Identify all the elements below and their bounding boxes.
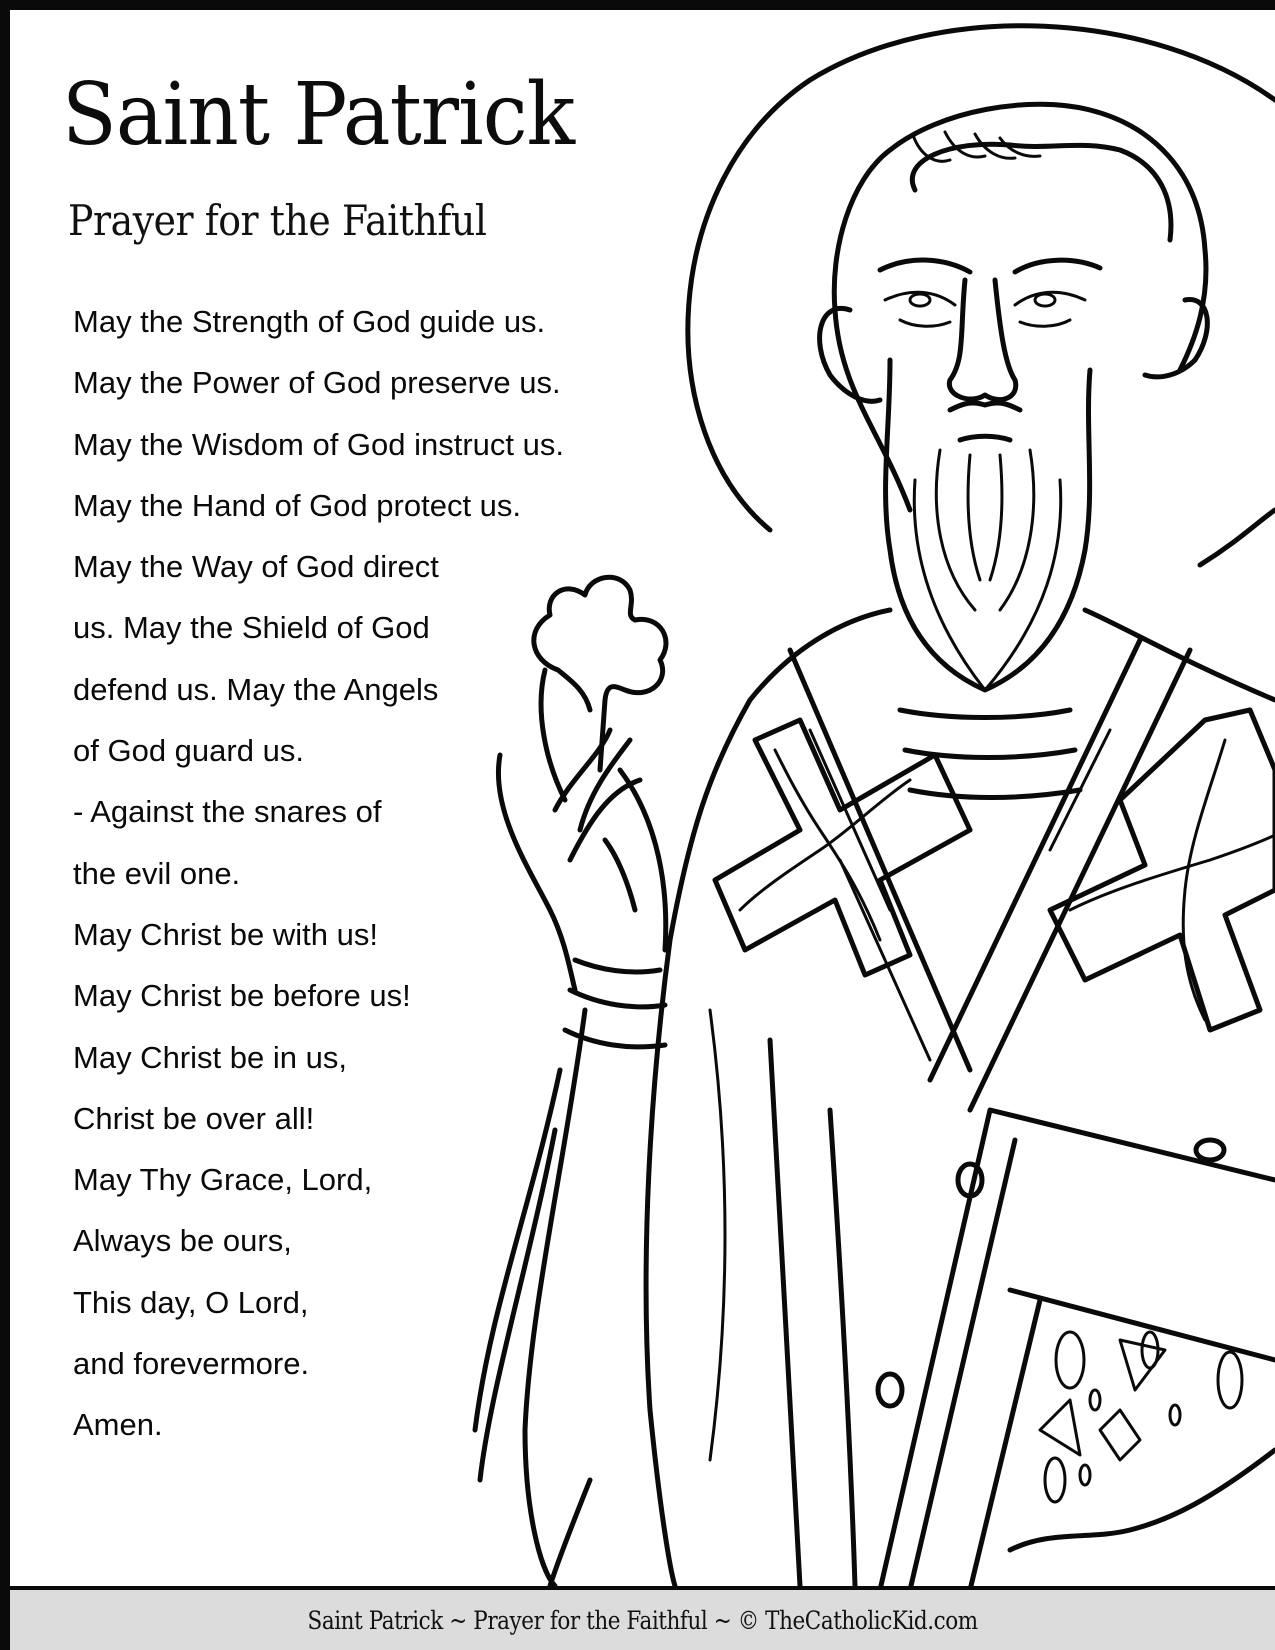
prayer-line: Christ be over all!: [73, 1100, 315, 1136]
footer-credit: Saint Patrick ~ Prayer for the Faithful ~ © TheCatholicKid.com: [307, 1605, 978, 1635]
prayer-line: the evil one.: [73, 855, 241, 891]
page-subtitle: Prayer for the Faithful: [68, 196, 487, 245]
prayer-line: Always be ours,: [73, 1223, 292, 1259]
coloring-page: [10, 10, 1275, 1586]
beard-icon: [886, 360, 1090, 690]
prayer-line: May the Power of God preserve us.: [73, 365, 561, 401]
prayer-line: May the Wisdom of God instruct us.: [73, 426, 565, 462]
prayer-line: - Against the snares of: [73, 794, 382, 830]
prayer-line: May the Way of God direct: [73, 549, 439, 585]
prayer-line: of God guard us.: [73, 733, 304, 769]
prayer-line: May Christ be in us,: [73, 1039, 347, 1075]
prayer-line: defend us. May the Angels: [73, 671, 439, 707]
prayer-line: us. May the Shield of God: [73, 610, 430, 646]
prayer-line: May Christ be before us!: [73, 978, 411, 1014]
prayer-line: and forevermore.: [73, 1346, 310, 1382]
footer-bar: [10, 1590, 1275, 1650]
cross-left-icon: [715, 720, 970, 975]
page-title: Saint Patrick: [62, 65, 575, 165]
prayer-line: Amen.: [73, 1407, 163, 1443]
face-icon: [820, 104, 1208, 510]
prayer-line: May Thy Grace, Lord,: [73, 1162, 373, 1198]
prayer-text: [73, 300, 564, 1465]
prayer-line: This day, O Lord,: [73, 1284, 309, 1320]
prayer-line: May the Hand of God protect us.: [73, 487, 522, 523]
book-icon: [878, 1110, 1275, 1586]
prayer-line: May the Strength of God guide us.: [73, 304, 546, 339]
prayer-line: May Christ be with us!: [73, 916, 378, 952]
halo-icon: [688, 26, 1275, 565]
